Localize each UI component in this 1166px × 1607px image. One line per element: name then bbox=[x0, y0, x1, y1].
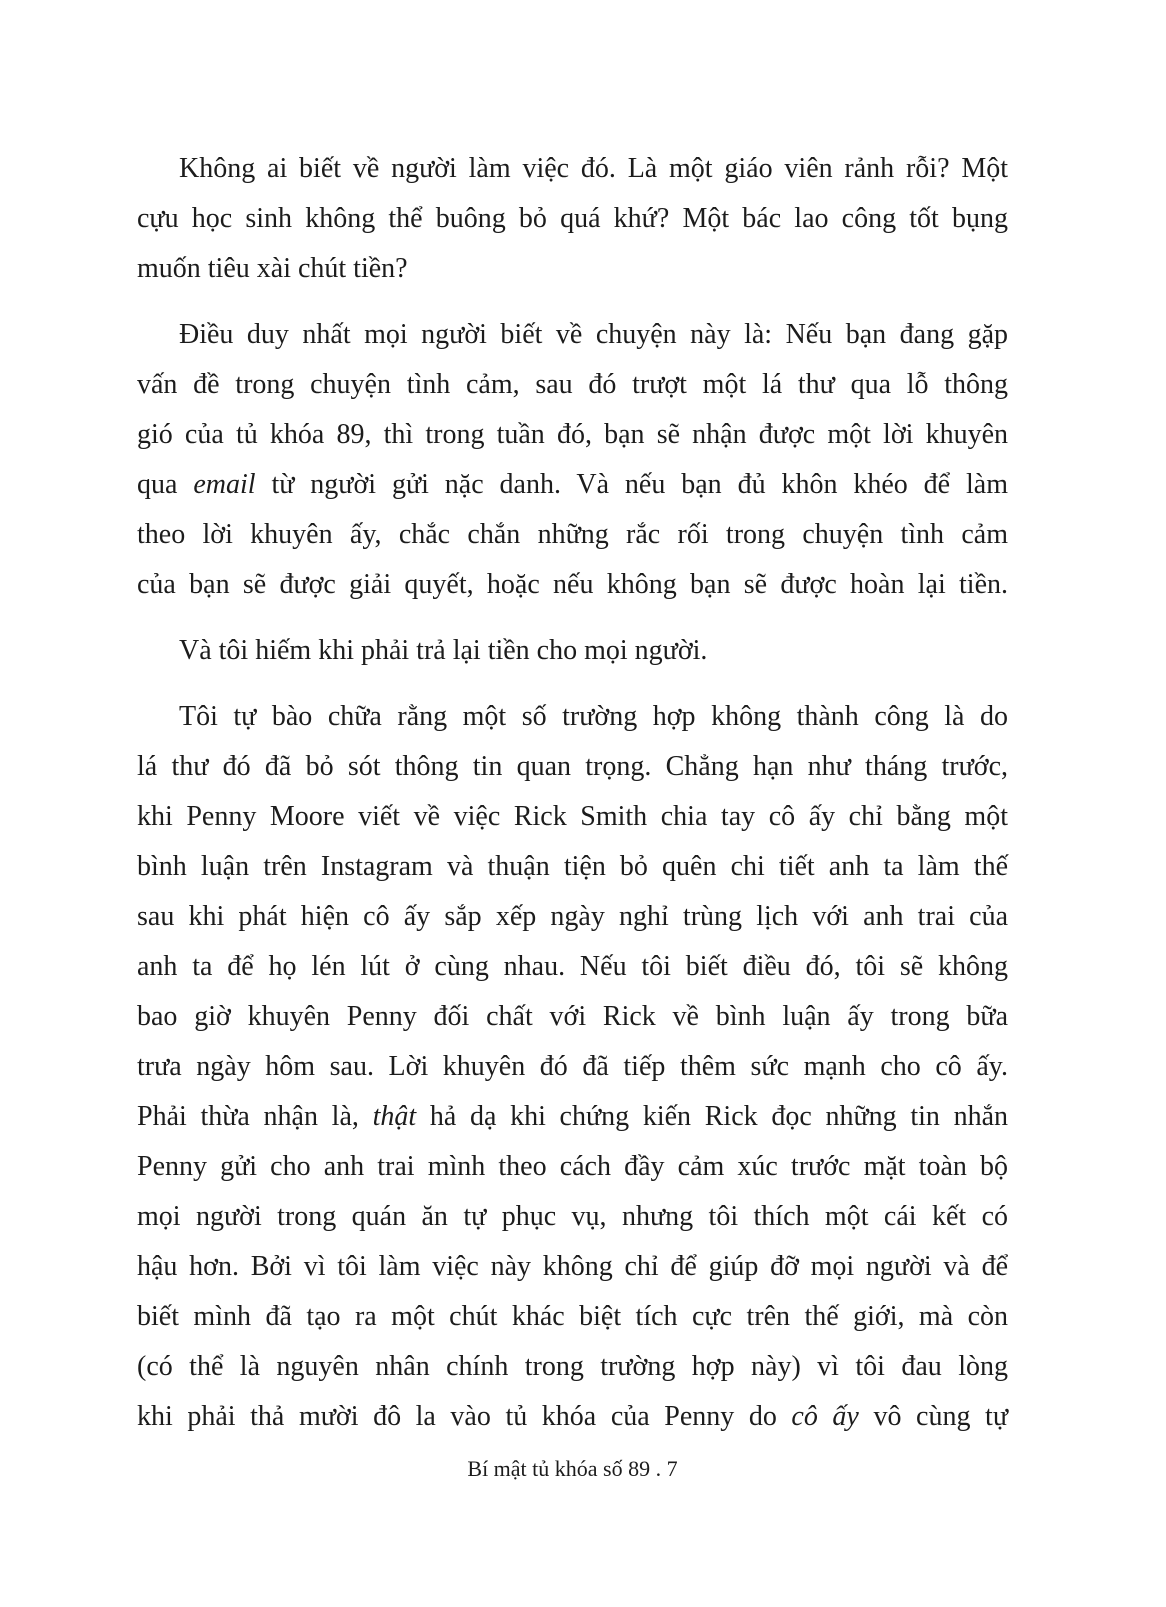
text-run: vấn đề trong chuyện tình cảm, sau đó trượt một lá thư qua lỗ thông bbox=[137, 369, 1008, 400]
text-line bbox=[137, 1192, 1008, 1242]
paragraph bbox=[137, 626, 1008, 676]
text-line bbox=[137, 626, 1008, 676]
italic-run: email bbox=[193, 469, 256, 500]
text-line bbox=[137, 560, 1008, 610]
text-line bbox=[137, 892, 1008, 942]
text-line bbox=[137, 792, 1008, 842]
text-run: Và tôi hiếm khi phải trả lại tiền cho mọi người. bbox=[179, 635, 708, 666]
text-run: từ người gửi nặc danh. Và nếu bạn đủ khôn khéo để làm bbox=[255, 469, 1008, 500]
text-line bbox=[137, 942, 1008, 992]
text-run: muốn tiêu xài chút tiền? bbox=[137, 253, 408, 284]
text-run: Điều duy nhất mọi người biết về chuyện này là: Nếu bạn đang gặp bbox=[179, 319, 1008, 350]
italic-run: cô ấy bbox=[791, 1401, 859, 1432]
text-run: gió của tủ khóa 89, thì trong tuần đó, bạn sẽ nhận được một lời khuyên bbox=[137, 419, 1008, 450]
text-line bbox=[137, 742, 1008, 792]
text-line bbox=[137, 1042, 1008, 1092]
text-line bbox=[137, 144, 1008, 194]
text-run: bình luận trên Instagram và thuận tiện bỏ quên chi tiết anh ta làm thế bbox=[137, 851, 1008, 882]
text-run: anh ta để họ lén lút ở cùng nhau. Nếu tôi biết điều đó, tôi sẽ không bbox=[137, 951, 1008, 982]
text-line bbox=[137, 692, 1008, 742]
page-footer bbox=[137, 1452, 1008, 1486]
text-run: bao giờ khuyên Penny đối chất với Rick về bình luận ấy trong bữa bbox=[137, 1001, 1008, 1032]
text-line bbox=[137, 410, 1008, 460]
text-run: khi Penny Moore viết về việc Rick Smith chia tay cô ấy chỉ bằng một bbox=[137, 801, 1008, 832]
paragraph bbox=[137, 692, 1008, 1442]
text-line bbox=[137, 310, 1008, 360]
text-run: biết mình đã tạo ra một chút khác biệt tích cực trên thế giới, mà còn bbox=[137, 1301, 1008, 1332]
text-run: lá thư đó đã bỏ sót thông tin quan trọng. Chẳng hạn như tháng trước, bbox=[137, 751, 1008, 782]
text-run: (có thể là nguyên nhân chính trong trường hợp này) vì tôi đau lòng bbox=[137, 1351, 1008, 1382]
text-line bbox=[137, 842, 1008, 892]
text-run: mọi người trong quán ăn tự phục vụ, nhưng tôi thích một cái kết có bbox=[137, 1201, 1008, 1232]
text-run: vô cùng tự bbox=[858, 1401, 1008, 1432]
italic-run: thật bbox=[372, 1101, 417, 1132]
text-line bbox=[137, 1142, 1008, 1192]
text-line bbox=[137, 1242, 1008, 1292]
text-run: của bạn sẽ được giải quyết, hoặc nếu không bạn sẽ được hoàn lại tiền. bbox=[137, 569, 1008, 600]
text-run: hả dạ khi chứng kiến Rick đọc những tin nhắn bbox=[416, 1101, 1009, 1132]
paragraph bbox=[137, 310, 1008, 610]
text-line bbox=[137, 1342, 1008, 1392]
text-run: cựu học sinh không thể buông bỏ quá khứ? Một bác lao công tốt bụng bbox=[137, 203, 1008, 234]
text-line bbox=[137, 360, 1008, 410]
text-line bbox=[137, 244, 1008, 294]
text-line bbox=[137, 1292, 1008, 1342]
text-line bbox=[137, 1092, 1008, 1142]
text-run: Phải thừa nhận là, bbox=[137, 1101, 373, 1132]
text-run: khi phải thả mười đô la vào tủ khóa của Penny do bbox=[137, 1401, 792, 1432]
footer-text: Bí mật tủ khóa số 89 . 7 bbox=[467, 1456, 678, 1481]
text-run: theo lời khuyên ấy, chắc chắn những rắc rối trong chuyện tình cảm bbox=[137, 519, 1008, 550]
text-line bbox=[137, 510, 1008, 560]
page-text-block bbox=[137, 144, 1008, 1458]
text-run: qua bbox=[137, 469, 194, 500]
text-run: hậu hơn. Bởi vì tôi làm việc này không chỉ để giúp đỡ mọi người và để bbox=[137, 1251, 1008, 1282]
text-line bbox=[137, 992, 1008, 1042]
text-run: trưa ngày hôm sau. Lời khuyên đó đã tiếp thêm sức mạnh cho cô ấy. bbox=[137, 1051, 1008, 1082]
text-line bbox=[137, 194, 1008, 244]
text-line bbox=[137, 1392, 1008, 1442]
text-run: Tôi tự bào chữa rằng một số trường hợp không thành công là do bbox=[179, 701, 1008, 732]
text-run: Penny gửi cho anh trai mình theo cách đầy cảm xúc trước mặt toàn bộ bbox=[137, 1151, 1008, 1182]
paragraph bbox=[137, 144, 1008, 294]
text-line bbox=[137, 460, 1008, 510]
text-run: Không ai biết về người làm việc đó. Là một giáo viên rảnh rỗi? Một bbox=[179, 153, 1008, 184]
text-run: sau khi phát hiện cô ấy sắp xếp ngày nghỉ trùng lịch với anh trai của bbox=[137, 901, 1008, 932]
